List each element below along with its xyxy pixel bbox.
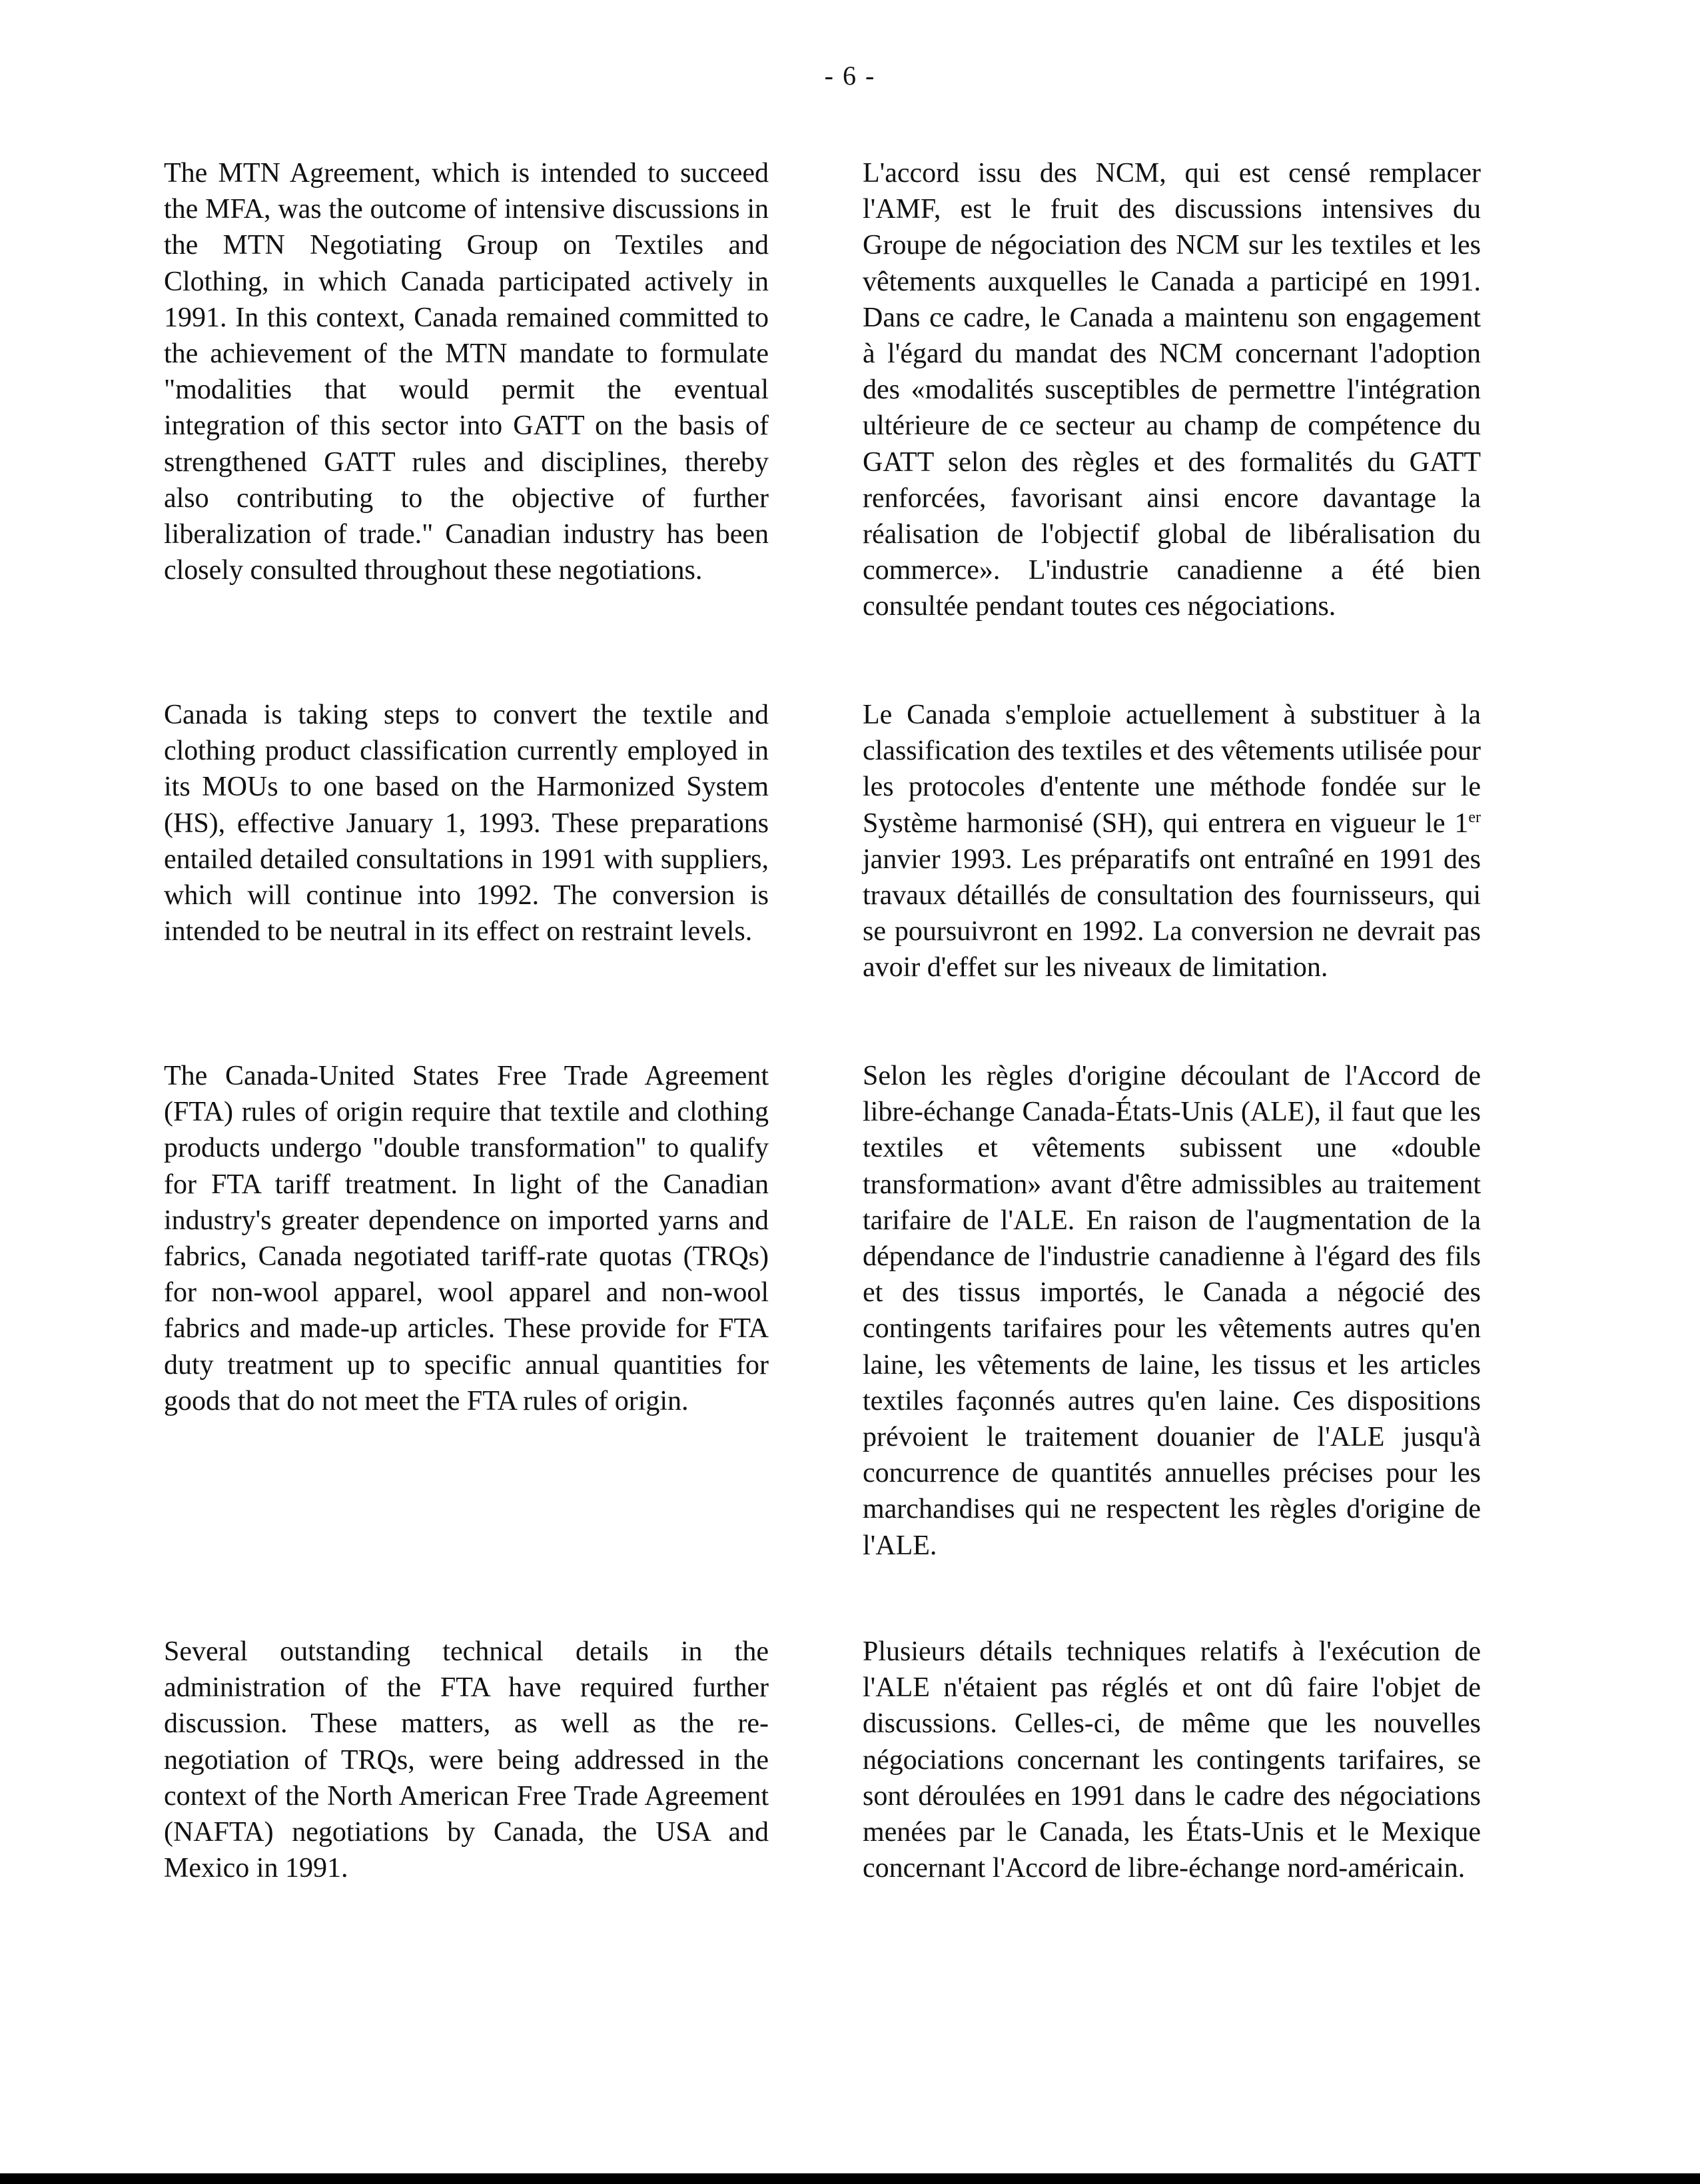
french-paragraph-details-techniques-ale: Plusieurs détails techniques relatifs à l'exécution de l'ALE n'étaient pas réglés et ont dû faire l'objet de discussions. Celles-ci, de même que les nouvelles négociations concernant les contingents tarifaires, se sont déroulées en 1991 dans le cadre des négociations menées par le Canada, les États-Unis et le Mexique concernant l'Accord de libre-échange nord-américain. (863, 1636, 1481, 1884)
english-paragraph-mtn-agreement: The MTN Agreement, which is intended to succeed the MFA, was the outcome of intensive discussions in the MTN Negotiating Group on Textiles and Clothing, in which Canada participated actively in 1991. In this context, Canada remained committed to the achievement of the MTN mandate to formulate "modalities that would permit the eventual integration of this sector into GATT on the basis of strengthened GATT rules and disciplines, thereby also contributing to the objective of further liberalization of trade." Canadian industry has been closely consulted throughout these negotiations. (164, 158, 769, 586)
scan-bottom-edge (0, 2173, 1700, 2184)
english-paragraph-harmonized-system: Canada is taking steps to convert the textile and clothing product classification currently employed in its MOUs to one based on the Harmonized System (HS), effective January 1, 1993. These preparations entailed detailed consultations in 1991 with suppliers, which will continue into 1992. The conversion is intended to be neutral in its effect on restraint levels. (164, 700, 769, 947)
ordinal-superscript: er (1468, 808, 1481, 826)
english-paragraph-fta-technical-details: Several outstanding technical details in the administration of the FTA have required further discussion. These matters, as well as the re-negotiation of TRQs, were being addressed in the context of the North American Free Trade Agreement (NAFTA) negotiations by Canada, the USA and Mexico in 1991. (164, 1636, 769, 1884)
french-paragraph-accord-ncm: L'accord issu des NCM, qui est censé remplacer l'AMF, est le fruit des discussions intensives du Groupe de négociation des NCM sur les textiles et les vêtements auxquelles le Canada a participé en 1991. Dans ce cadre, le Canada a maintenu son engagement à l'égard du mandat des NCM concernant l'adoption des «modalités susceptibles de permettre l'intégration ultérieure de ce secteur au champ de compétence du GATT selon des règles et des formalités du GATT renforcées, favorisant ainsi encore davantage la réalisation de l'objectif global de libéralisation du commerce». L'industrie canadienne a été bien consultée pendant toutes ces négociations. (863, 158, 1481, 622)
french-paragraph-systeme-harmonise (863, 697, 1481, 986)
french-paragraph-text-part-2: janvier 1993. Les préparatifs ont entraîné en 1991 des travaux détaillés de consultation des fournisseurs, qui se poursuivront en 1992. La conversion ne devrait pas avoir d'effet sur les niveaux de limitation. (863, 843, 1481, 983)
english-paragraph-fta-rules-of-origin: The Canada-United States Free Trade Agreement (FTA) rules of origin require that textile and clothing products undergo "double transformation" to qualify for FTA tariff treatment. In light of the Canadian industry's greater dependence on imported yarns and fabrics, Canada negotiated tariff-rate quotas (TRQs) for non-wool apparel, wool apparel and non-wool fabrics and made-up articles. These provide for FTA duty treatment up to specific annual quantities for goods that do not meet the FTA rules of origin. (164, 1061, 769, 1416)
french-paragraph-regles-origine-ale: Selon les règles d'origine découlant de l'Accord de libre-échange Canada-États-Unis (ALE), il faut que les textiles et vêtements subissent une «double transformation» avant d'être admissibles au traitement tarifaire de l'ALE. En raison de l'augmentation de la dépendance de l'industrie canadienne à l'égard des fils et des tissus importés, le Canada a négocié des contingents tarifaires pour les vêtements autres qu'en laine, les vêtements de laine, les tissus et les articles textiles façonnés autres qu'en laine. Ces dispositions prévoient le traitement douanier de l'ALE jusqu'à concurrence de quantités annuelles précises pour les marchandises qui ne respectent les règles d'origine de l'ALE. (863, 1061, 1481, 1561)
french-paragraph-text-part-1: Le Canada s'emploie actuellement à substituer à la classification des textiles et des vêtements utilisée pour les protocoles d'entente une méthode fondée sur le Système harmonisé (SH), qui entrera en vigueur le 1 (863, 700, 1481, 839)
page-number: - 6 - (824, 61, 876, 91)
